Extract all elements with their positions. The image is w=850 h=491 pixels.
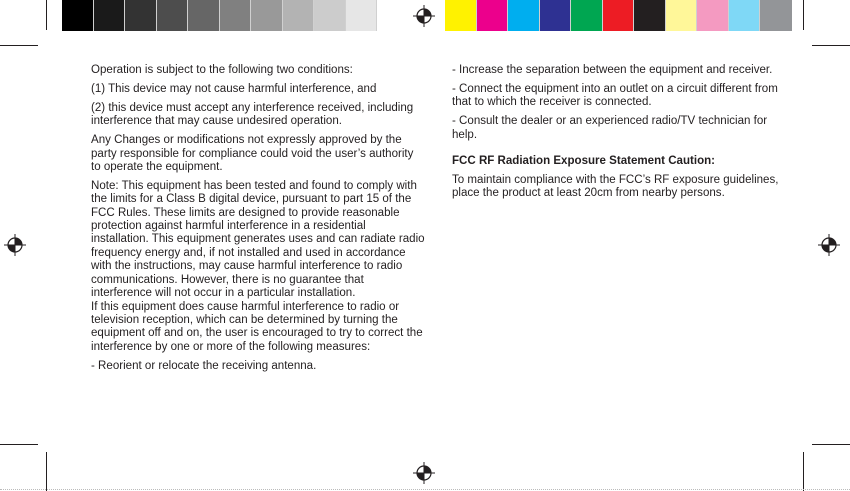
crop-mark-top-left-v [46, 0, 47, 30]
measure-consult: - Consult the dealer or an experienced radio/TV technician for help. [452, 115, 768, 141]
bottom-trim-line [0, 489, 850, 490]
color-swatch-8 [666, 0, 698, 31]
gray-swatch-7 [251, 0, 283, 31]
crop-mark-bottom-left-h [0, 444, 38, 445]
condition-1: (1) This device may not cause harmful interference, and [91, 82, 377, 95]
right-text-column [452, 64, 787, 206]
color-bar [445, 0, 792, 32]
crop-mark-bottom-right-h [812, 444, 850, 445]
gray-swatch-1 [62, 0, 94, 31]
registration-mark-bottom-icon [413, 462, 435, 484]
color-swatch-7 [634, 0, 666, 31]
registration-mark-top-icon [413, 5, 435, 27]
gray-swatch-2 [94, 0, 126, 31]
color-swatch-3 [508, 0, 540, 31]
crop-mark-top-right-v [803, 0, 804, 30]
rf-exposure-text: To maintain compliance with the FCC’s RF exposure guidelines, place the product at least 20cm from nearby persons. [452, 173, 779, 200]
left-text-column [91, 64, 426, 379]
gray-swatch-9 [314, 0, 346, 31]
gray-swatch-6 [220, 0, 252, 31]
measure-separation: - Increase the separation between the equipment and receiver. [452, 64, 773, 76]
registration-mark-left-icon [4, 234, 26, 256]
gray-swatch-5 [188, 0, 220, 31]
conditions-intro: Operation is subject to the following two conditions: [91, 64, 353, 76]
crop-mark-top-right-h [812, 45, 850, 46]
color-swatch-1 [445, 0, 477, 31]
color-swatch-11 [760, 0, 792, 31]
crop-mark-top-left-h [0, 45, 38, 46]
color-swatch-10 [729, 0, 761, 31]
gray-swatch-11 [377, 0, 409, 31]
measure-outlet: - Connect the equipment into an outlet on a circuit different from that to which the receiver is connected. [452, 82, 778, 109]
crop-mark-bottom-right-v [803, 452, 804, 491]
color-swatch-9 [697, 0, 729, 31]
rf-exposure-heading: FCC RF Radiation Exposure Statement Caution: [452, 155, 716, 168]
class-b-note: Note: This equipment has been tested and found to comply with the limits for a Class B digital device, pursuant to part 15 of the FCC Rules. These limits are designed to provide reasonable protection against harmful interference in a residential installation. This equipment generates uses and can radiate radio frequency energy and, if not installed and used in accordance with the instructions, may cause harmful interference to radio communications. However, there is no guarantee that interference will not occur in a particular installation. [91, 179, 425, 300]
measure-reorient: - Reorient or relocate the receiving antenna. [91, 359, 317, 372]
color-swatch-2 [477, 0, 509, 31]
gray-swatch-8 [283, 0, 315, 31]
crop-mark-bottom-left-v [46, 452, 47, 491]
condition-2: (2) this device must accept any interference received, including interference that may cause undesired operation. [91, 101, 414, 128]
grayscale-bar [62, 0, 409, 32]
color-swatch-6 [603, 0, 635, 31]
gray-swatch-4 [157, 0, 189, 31]
modifications-warning: Any Changes or modifications not expressly approved by the party responsible for compliance could void the user’s authority to operate the equipment. [91, 134, 414, 173]
interference-measures-intro: If this equipment does cause harmful interference to radio or television reception, which can be determined by turning the equipment off and on, the user is encouraged to try to correct the interference by one or more of the following measures: [91, 300, 423, 353]
color-swatch-4 [540, 0, 572, 31]
gray-swatch-10 [346, 0, 378, 31]
color-swatch-5 [571, 0, 603, 31]
registration-mark-right-icon [818, 234, 840, 256]
gray-swatch-3 [125, 0, 157, 31]
